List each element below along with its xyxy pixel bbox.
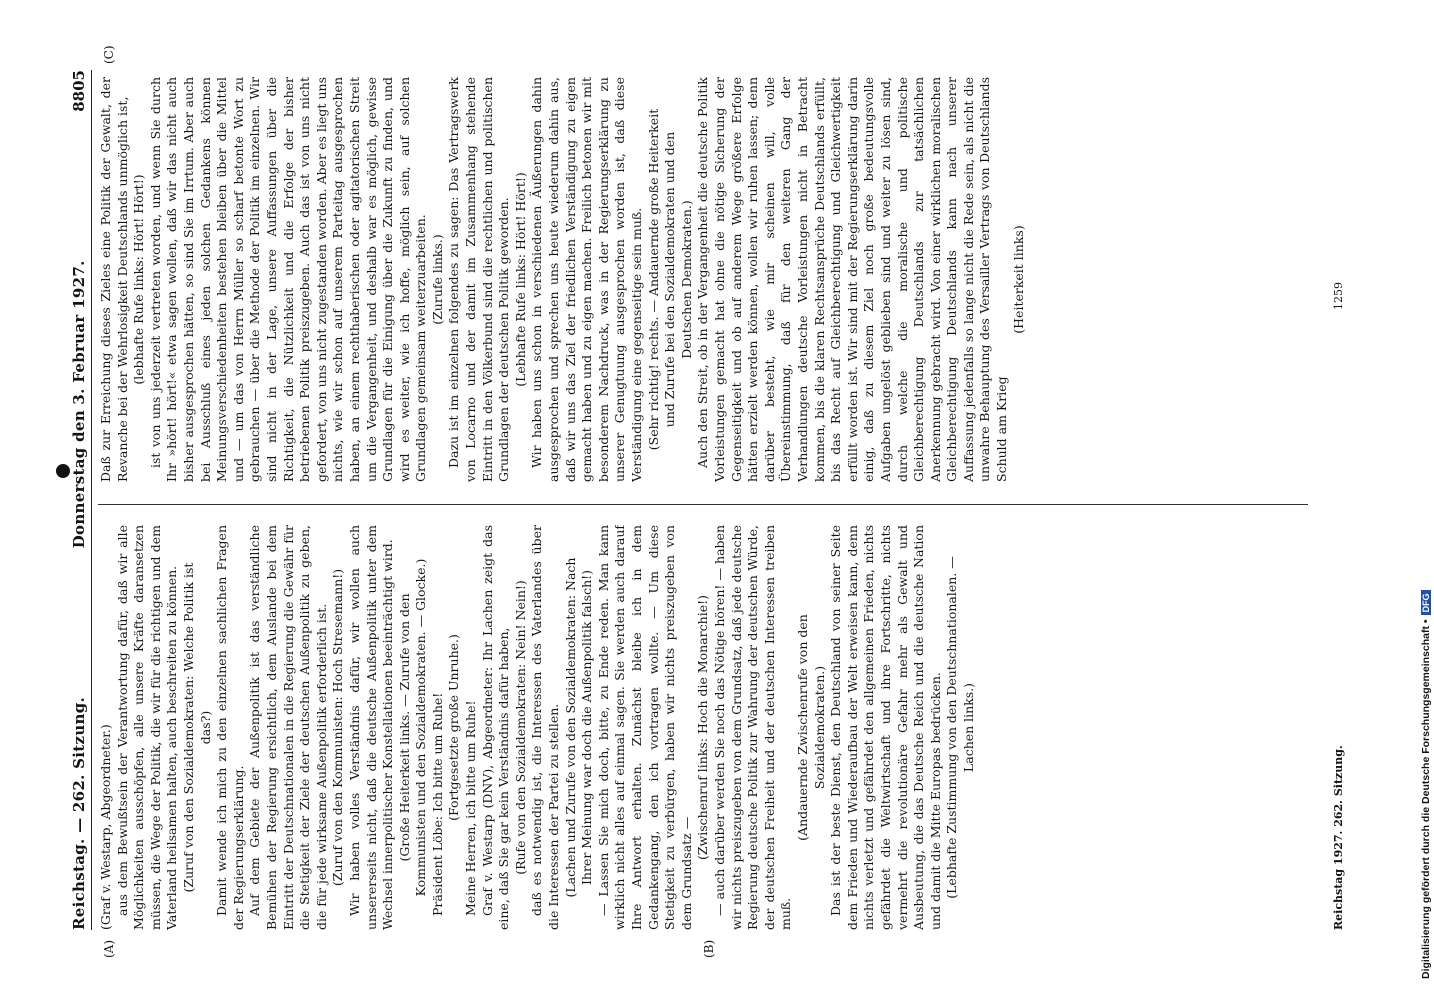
interjection: (Zuruf von den Sozialdemokraten: Welche Politik ist das?) bbox=[180, 562, 213, 893]
interjection: (Lebhafte Rufe links: Hört! Hört!) bbox=[512, 172, 528, 387]
dfg-logo: DFG bbox=[1421, 590, 1431, 615]
page-number-top: 8805 bbox=[70, 70, 88, 112]
interjection: (Lachen und Zurufe von den Sozialdemokraten: Nach Ihrer Meinung war doch die Außenpolitik falsch!) bbox=[562, 557, 595, 898]
paragraph: Meine Herren, ich bitte um Ruhe! bbox=[463, 700, 479, 916]
interjection: (Lebhafte Zustimmung von den Deutschnationalen. — Lachen links.) bbox=[944, 556, 976, 899]
margin-mark-c: (C) bbox=[102, 45, 116, 64]
paragraph: — Lassen Sie mich doch, bitte, zu Ende reden. Man kann wirklich nicht alles auf einmal sagen. Sie werden auch darauf Ihre Antwort erhalten. Zunächst bleibe ich in dem Gedankengang, den ich vortragen wollte. — Um diese Stetigkeit zu verbürgen, haben wir nichts preiszugeben von dem Grundsatz — bbox=[595, 525, 694, 930]
margin-mark-a: (A) bbox=[102, 939, 116, 958]
interjection: (Sehr richtig! rechts. — Andauernde große Heiterkeit und Zurufe bei den Sozialdemokraten und den Deutschen Demokraten.) bbox=[645, 108, 694, 451]
paragraph: Das ist der beste Dienst, den Deutschland von seiner Seite dem Frieden und Wiederaufbau der Welt erweisen kann, denn nichts verletzt und gefährdet den allgemeinen Frieden, nichts gefährdet die Weltwirtschaft und ihre Fortschritte, nichts vermehrt die revolutionäre Gefahr mehr als Gewalt und Ausbeutung, die das Deutsche Reich und die deutsche Nation und damit die Mitte Europas bedrücken. bbox=[828, 525, 943, 930]
ink-blot bbox=[56, 464, 70, 478]
column-divider bbox=[98, 504, 1308, 505]
header-date: Donnerstag den 3. Februar 1927. bbox=[70, 260, 88, 549]
margin-mark-b: (B) bbox=[702, 939, 716, 958]
rotated-page-content bbox=[62, 45, 1372, 958]
header-rule bbox=[91, 70, 92, 930]
interjection: (lebhafte Rufe links: Hört! Hört!) bbox=[131, 174, 147, 385]
paragraph: Auf dem Gebiete der Außenpolitik ist das verständliche Bemühen der Regierung ersichtlich, dem Auslande bei dem Eintritt der Deutschnationalen in die Regierung die Gewähr für die Stetigkeit der Ziele der deutschen Außenpolitik zu geben, die für jede wirksame Außenpolitik erforderlich ist. bbox=[247, 525, 329, 930]
interjection: (Heiterkeit links) bbox=[1010, 225, 1026, 334]
paragraph: Daß zur Erreichung dieses Zieles eine Politik der Gewalt, der Revanche bei der Wehrlosigkeit Deutschlands unmöglich ist, bbox=[98, 77, 130, 482]
paragraph: — auch darüber werden Sie noch das Nötige hören! — haben wir nichts preiszugeben von dem Grundsatz, daß jede deutsche Regierung deutsche Politik zur Wahrung der deutschen Würde, der deutschen Freiheit und der deutschen Interessen treiben muß. bbox=[711, 525, 794, 930]
paragraph: aus dem Bewußtsein der Verantwortung dafür, daß wir alle Möglichkeiten ausschöpfen, alle unsere Kräfte daransetzen müssen, die Wege der Politik, die wir für die richtigen und dem Vaterland heilsamen halten, auch beschreiten zu können. bbox=[114, 525, 180, 930]
interjection: (Zurufe links.) bbox=[429, 234, 445, 325]
interjection: (Zwischenruf links: Hoch die Monarchie!) bbox=[695, 595, 711, 860]
paragraph: Präsident Löbe: Ich bitte um Ruhe! bbox=[429, 692, 445, 916]
paragraph: ist von uns jederzeit vertreten worden, und wenn Sie durch Ihr »hört! hört!« etwa sagen wollen, daß wir das nicht auch bisher ausgesprochen hätten, so sind Sie im Irrtum. Aber auch bei Ausschluß eines jeden solchen Gedankens können Meinungsverschiedenheiten bestehen bleiben über die Mittel und — um das von Herrn Müller so scharf betonte Wort zu gebrauchen — über die Methode der Politik im einzelnen. Wir sind nicht in der Lage, unsere Auffassungen über die Richtigkeit, die Nützlichkeit und die Erfolge der bisher betriebenen Politik preiszugeben. Auch das ist von uns nicht gefordert, von uns nicht zugestanden worden. Aber es liegt uns nichts, wie wir schon auf unserem Parteitag ausgesprochen haben, an einem rechthaberischen oder agitatorischen Streit um die Vergangenheit, und deshalb war es möglich, gewisse Grundlagen für die Einigung über die Zukunft zu finden, und wird es weiter, wie ich hoffe, möglich sein, auf solchen Grundlagen gemeinsam weiterzuarbeiten. bbox=[147, 77, 429, 482]
interjection: (Fortgesetzte große Unruhe.) bbox=[446, 634, 462, 821]
page-header bbox=[62, 70, 88, 930]
credit-text: Digitalisierung gefördert durch die Deutsche Forschungsgemeinschaft • bbox=[1420, 619, 1432, 979]
interjection: (Zuruf von den Kommunisten: Hoch Stresemann!) bbox=[330, 568, 346, 887]
paragraph: Graf v. Westarp (DNV), Abgeordneter: Ihr Lachen zeigt das eine, daß Sie gar kein Verständnis dafür haben, bbox=[479, 525, 512, 930]
text-column-left bbox=[98, 525, 1323, 930]
interjection: (Rufe von den Sozialdemokraten: Nein! Nein!) bbox=[512, 580, 528, 875]
paragraph: daß es notwendig ist, die Interessen des Vaterlandes über die Interessen der Partei zu stellen. bbox=[529, 525, 562, 930]
interjection: (Andauernde Zwischenrufe von den Sozialdemokraten.) bbox=[794, 614, 827, 841]
paragraph: (Graf v. Westarp, Abgeordneter.) bbox=[98, 724, 113, 930]
paragraph: Wir haben volles Verständnis dafür, wir wollen auch unsererseits nicht, daß die deutsche Außenpolitik unter dem Wechsel innerpolitischer Konstellationen beeinträchtigt wird. bbox=[346, 525, 396, 930]
text-column-right bbox=[98, 77, 1323, 482]
footer-left: Reichstag 1927. 262. Sitzung. bbox=[1332, 745, 1345, 930]
page-number-bottom: 1259 bbox=[1332, 282, 1345, 310]
interjection: (Große Heiterkeit links. — Zurufe von den Kommunisten und den Sozialdemokraten. — Glocke.) bbox=[396, 558, 429, 897]
paragraph: Wir haben uns schon in verschiedenen Äußerungen dahin ausgesprochen und sprechen uns heute wiederum dahin aus, daß wir uns das Ziel der friedlichen Verständigung zu eigen gemacht haben und zu eigen machen. Freilich betonen wir mit besonderem Nachdruck, was in der Regierungserklärung zu unserer Genugtuung ausgesprochen worden ist, daß diese Verständigung eine gegenseitige sein muß. bbox=[529, 77, 644, 482]
paragraph: Damit wende ich mich zu den einzelnen sachlichen Fragen der Regierungserklärung. bbox=[214, 525, 246, 930]
paragraph: Auch den Streit, ob in der Vergangenheit die deutsche Politik Vorleistungen gemacht hat ohne die nötige Sicherung der Gegenseitigkeit und ob auf anderem Wege größere Erfolge hätten erzielt werden können, wollen wir ruhen lassen; denn darüber besteht, wie mir scheinen will, volle Übereinstimmung, daß für den weiteren Gang der Verhandlungen deutsche Vorleistungen nicht in Betracht kommen, bis die klaren Rechtsansprüche Deutschlands erfüllt, bis das Recht auf Gleichberechtigung und Gleichwertigkeit erfüllt worden ist. Wir sind mit der Regierungserklärung darin einig, daß zu diesem Ziel noch große bedeutungsvolle Aufgaben ungelöst geblieben sind und weiter zu lösen sind, durch welche die moralische und politische Gleichberechtigung Deutschlands zur tatsächlichen Anerkennung gebracht wird. Von einer wirklichen moralischen Gleichberechtigung Deutschlands kann nach unserer Auffassung jedenfalls so lange nicht die Rede sein, als nicht die unwahre Behauptung des Versailler Vertrags von Deutschlands Schuld am Krieg bbox=[695, 77, 1010, 482]
header-left: Reichstag. — 262. Sitzung. bbox=[70, 696, 88, 930]
digitization-credit bbox=[1418, 0, 1434, 1000]
paragraph: Dazu ist im einzelnen folgendes zu sagen: Das Vertragswerk von Locarno und der damit im Zusammenhang stehende Eintritt in den Völkerbund sind die rechtlichen und politischen Grundlagen der deutschen Politik geworden. bbox=[446, 77, 512, 482]
